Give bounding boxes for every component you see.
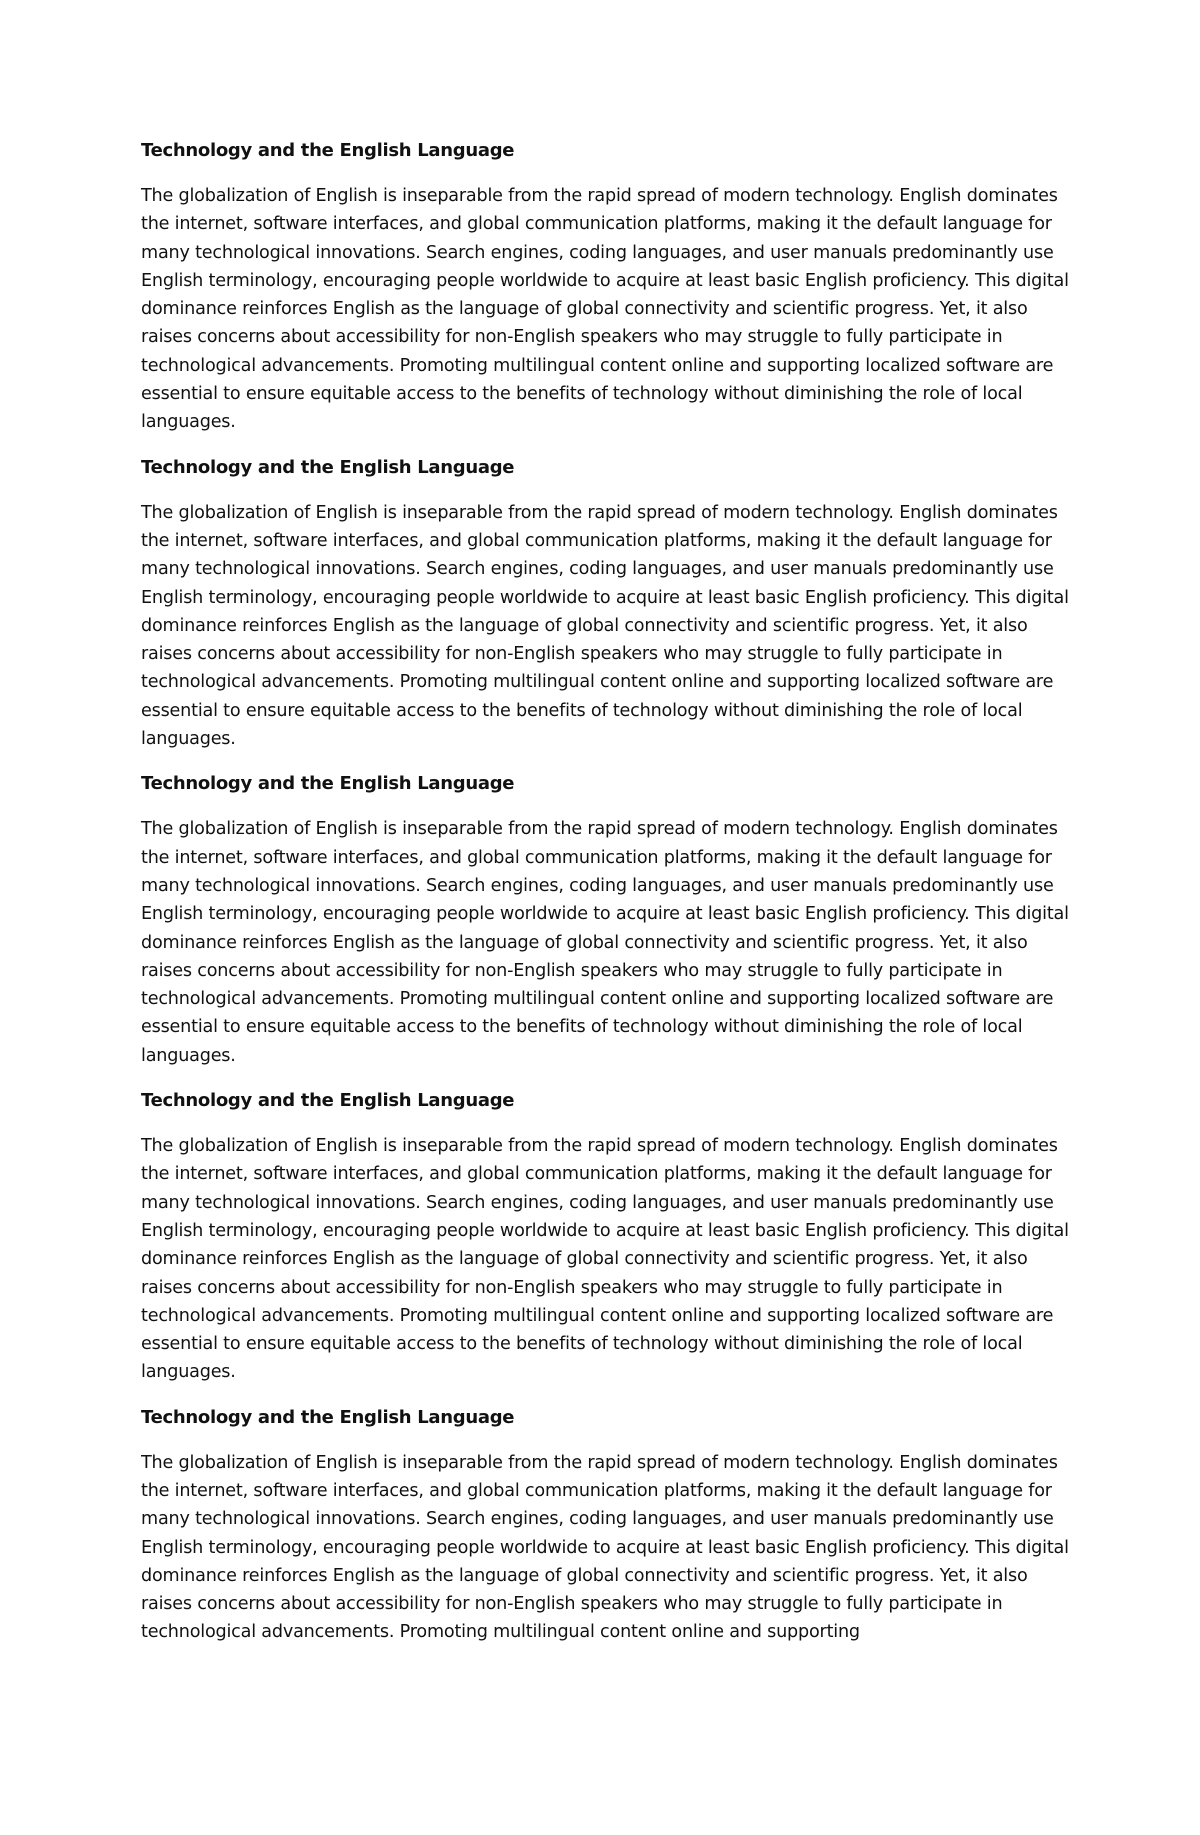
section-heading: Technology and the English Language [141, 140, 515, 161]
document-section [141, 773, 1071, 1070]
section-paragraph: The globalization of English is inseparable from the rapid spread of modern technology. English dominates the internet, software interfaces, and global communication platforms, making it the default language for many technological innovations. Search engines, coding languages, and user manuals predominantly use English terminology, encouraging people worldwide to acquire at least basic English proficiency. This digital dominance reinforces English as the language of global connectivity and scientific progress. Yet, it also raises concerns about accessibility for non-English speakers who may struggle to fully participate in technological advancements. Promoting multilingual content online and supporting localized software are essential to ensure equitable access to the benefits of technology without diminishing the role of local languages. [141, 186, 1069, 433]
document-page [141, 140, 1071, 1667]
document-section [141, 1090, 1071, 1387]
document-section [141, 1407, 1071, 1647]
section-paragraph: The globalization of English is inseparable from the rapid spread of modern technology. English dominates the internet, software interfaces, and global communication platforms, making it the default language for many technological innovations. Search engines, coding languages, and user manuals predominantly use English terminology, encouraging people worldwide to acquire at least basic English proficiency. This digital dominance reinforces English as the language of global connectivity and scientific progress. Yet, it also raises concerns about accessibility for non-English speakers who may struggle to fully participate in technological advancements. Promoting multilingual content online and supporting localized software are essential to ensure equitable access to the benefits of technology without diminishing the role of local languages. [141, 1136, 1069, 1383]
section-paragraph: The globalization of English is inseparable from the rapid spread of modern technology. English dominates the internet, software interfaces, and global communication platforms, making it the default language for many technological innovations. Search engines, coding languages, and user manuals predominantly use English terminology, encouraging people worldwide to acquire at least basic English proficiency. This digital dominance reinforces English as the language of global connectivity and scientific progress. Yet, it also raises concerns about accessibility for non-English speakers who may struggle to fully participate in technological advancements. Promoting multilingual content online and supporting [141, 1452, 1069, 1643]
section-heading: Technology and the English Language [141, 1406, 515, 1428]
document-section [141, 457, 1071, 754]
section-heading: Technology and the English Language [141, 1090, 515, 1112]
section-heading: Technology and the English Language [141, 456, 515, 478]
document-section [141, 140, 1071, 437]
section-paragraph: The globalization of English is inseparable from the rapid spread of modern technology. English dominates the internet, software interfaces, and global communication platforms, making it the default language for many technological innovations. Search engines, coding languages, and user manuals predominantly use English terminology, encouraging people worldwide to acquire at least basic English proficiency. This digital dominance reinforces English as the language of global connectivity and scientific progress. Yet, it also raises concerns about accessibility for non-English speakers who may struggle to fully participate in technological advancements. Promoting multilingual content online and supporting localized software are essential to ensure equitable access to the benefits of technology without diminishing the role of local languages. [141, 819, 1069, 1066]
section-heading: Technology and the English Language [141, 773, 515, 795]
section-paragraph: The globalization of English is inseparable from the rapid spread of modern technology. English dominates the internet, software interfaces, and global communication platforms, making it the default language for many technological innovations. Search engines, coding languages, and user manuals predominantly use English terminology, encouraging people worldwide to acquire at least basic English proficiency. This digital dominance reinforces English as the language of global connectivity and scientific progress. Yet, it also raises concerns about accessibility for non-English speakers who may struggle to fully participate in technological advancements. Promoting multilingual content online and supporting localized software are essential to ensure equitable access to the benefits of technology without diminishing the role of local languages. [141, 502, 1069, 750]
